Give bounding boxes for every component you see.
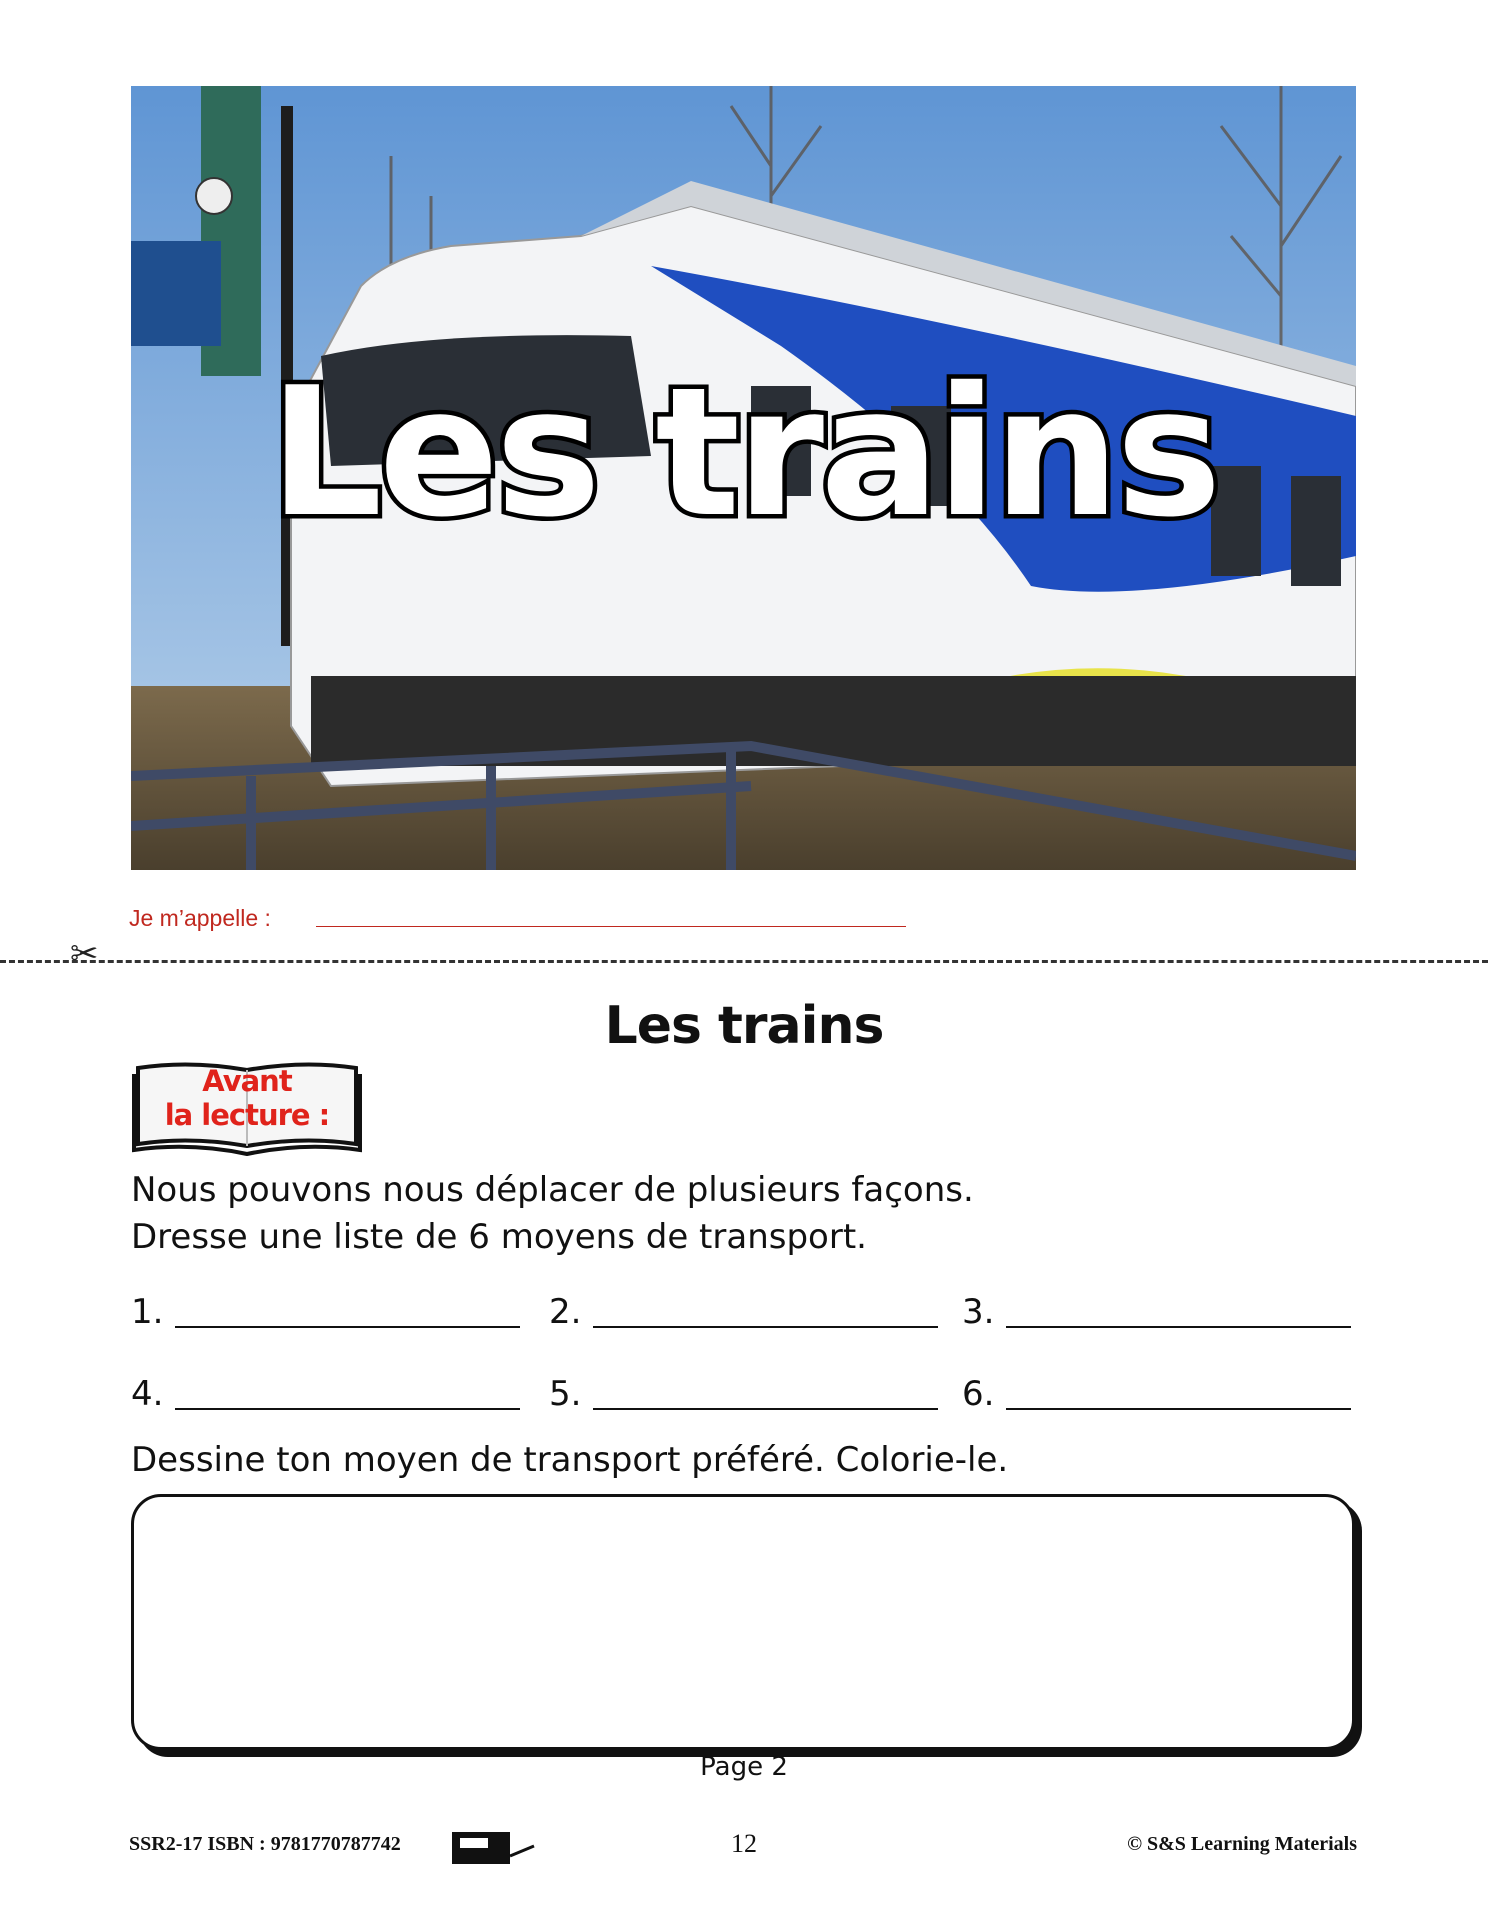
answer-blank[interactable] [1006,1408,1351,1410]
answer-item-2[interactable] [549,1292,581,1332]
answer-blank[interactable] [1006,1326,1351,1328]
item-number: 2. [549,1292,582,1332]
footer-page-number: 12 [731,1829,757,1858]
answer-item-1[interactable] [131,1292,163,1332]
answer-item-5[interactable] [549,1374,581,1414]
footer-isbn: SSR2-17 ISBN : 9781770787742 [129,1833,401,1855]
draw-instruction: Dessine ton moyen de transport préféré. Colorie-le. [131,1440,1009,1480]
instruction-line1: Nous pouvons nous déplacer de plusieurs façons. [131,1170,974,1210]
item-number: 4. [131,1374,164,1414]
page-title: Les trains [604,996,884,1056]
avant-la-lecture-badge [130,1058,364,1158]
item-number: 3. [962,1292,995,1332]
name-input-line[interactable] [316,926,906,927]
answer-item-4[interactable] [131,1374,163,1414]
answer-blank[interactable] [175,1326,520,1328]
instruction-line2: Dresse une liste de 6 moyens de transport. [131,1217,867,1257]
page-label: Page 2 [700,1752,788,1782]
item-number: 6. [962,1374,995,1414]
answer-item-6[interactable] [962,1374,994,1414]
answer-blank[interactable] [593,1326,938,1328]
cut-line [0,960,1488,963]
cover-title: Les trains [269,349,1218,556]
cover-photo [131,86,1356,870]
answer-blank[interactable] [175,1408,520,1410]
item-number: 1. [131,1292,164,1332]
drawing-box[interactable] [131,1494,1355,1750]
answer-item-3[interactable] [962,1292,994,1332]
footer-copyright: © S&S Learning Materials [1127,1833,1357,1855]
badge-line2: la lecture : [164,1098,330,1132]
answer-blank[interactable] [593,1408,938,1410]
name-label: Je m’appelle : [129,905,271,931]
badge-line1: Avant [202,1064,292,1098]
scissors-icon: ✂ [70,935,99,973]
item-number: 5. [549,1374,582,1414]
